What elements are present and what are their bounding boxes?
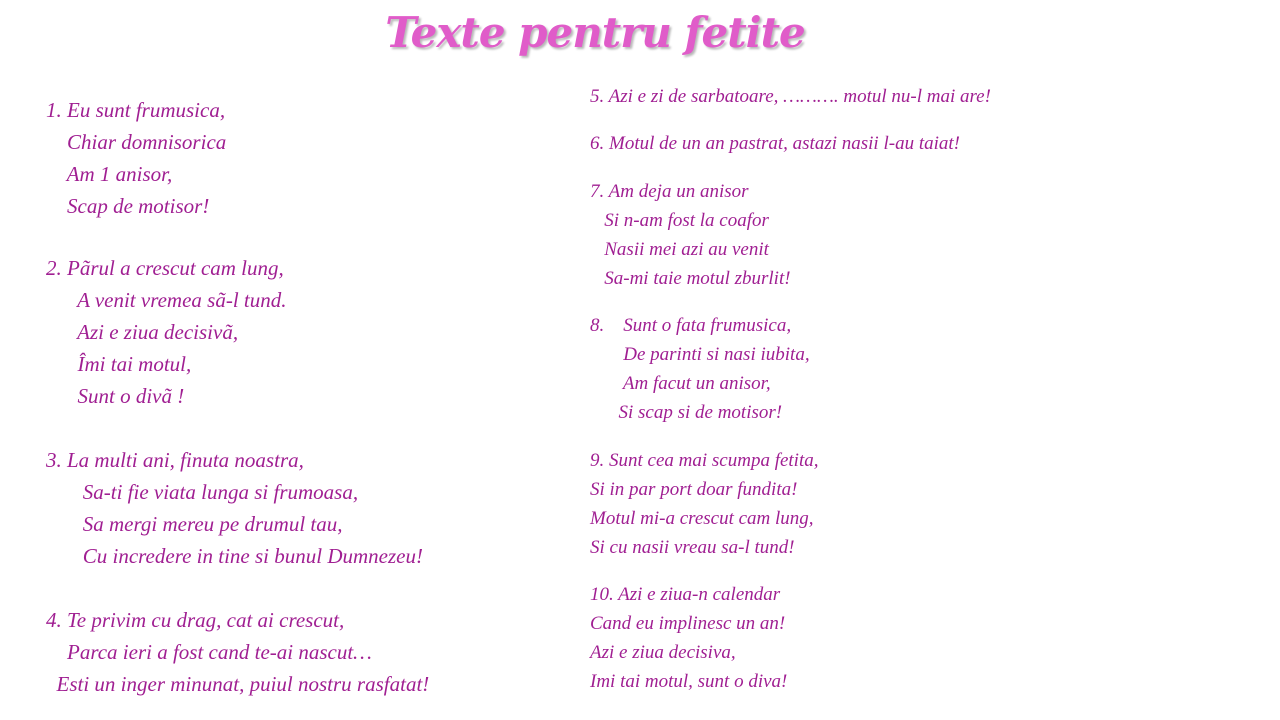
poem-line: 8. Sunt o fata frumusica, — [590, 315, 792, 336]
poem-line: Sa-mi taie motul zburlit! — [590, 268, 791, 289]
poem-line: Scap de motisor! — [46, 194, 210, 218]
poem-line: Am 1 anisor, — [46, 162, 173, 186]
poem-line: Sunt o divã ! — [46, 384, 185, 408]
poem-line: 2. Pãrul a crescut cam lung, — [46, 256, 284, 280]
poem-line: Cu incredere in tine si bunul Dumnezeu! — [46, 544, 423, 568]
poem-line: Cand eu implinesc un an! — [590, 613, 786, 634]
poem-line: Sa-ti fie viata lunga si frumoasa, — [46, 480, 359, 504]
poem-10 — [590, 580, 787, 696]
poem-line: Am facut un anisor, — [590, 373, 771, 394]
poem-line: 3. La multi ani, finuta noastra, — [46, 448, 304, 472]
poem-line: Si scap si de motisor! — [590, 402, 783, 423]
poem-7 — [590, 177, 791, 293]
poem-1 — [46, 94, 226, 222]
poem-6 — [590, 129, 960, 158]
poem-line: Si n-am fost la coafor — [590, 210, 769, 231]
poem-line: 6. Motul de un an pastrat, astazi nasii l-au taiat! — [590, 133, 960, 154]
poem-line: 9. Sunt cea mai scumpa fetita, — [590, 450, 819, 471]
poem-9 — [590, 446, 819, 562]
poem-line: De parinti si nasi iubita, — [590, 344, 810, 365]
page-title: Texte pentru fetite — [385, 8, 805, 57]
poem-8 — [590, 311, 810, 427]
poem-line: 4. Te privim cu drag, cat ai crescut, — [46, 608, 345, 632]
poem-3 — [46, 444, 423, 572]
poem-line: Azi e ziua decisivã, — [46, 320, 239, 344]
poem-line: Si in par port doar fundita! — [590, 479, 798, 500]
poem-line: Motul mi-a crescut cam lung, — [590, 508, 814, 529]
poem-5 — [590, 82, 991, 111]
poem-line: A venit vremea sã-l tund. — [46, 288, 287, 312]
poem-line: Esti un inger minunat, puiul nostru rasfatat! — [46, 672, 430, 696]
poem-line: 1. Eu sunt frumusica, — [46, 98, 226, 122]
poem-line: Sa mergi mereu pe drumul tau, — [46, 512, 343, 536]
poem-line: Nasii mei azi au venit — [590, 239, 769, 260]
poem-4 — [46, 604, 429, 700]
poem-line: Îmi tai motul, — [46, 352, 192, 376]
poem-line: Si cu nasii vreau sa-l tund! — [590, 537, 795, 558]
poem-line: Imi tai motul, sunt o diva! — [590, 671, 788, 692]
poem-2 — [46, 252, 287, 412]
poem-line: Azi e ziua decisiva, — [590, 642, 736, 663]
poem-line: Chiar domnisorica — [46, 130, 227, 154]
poem-line: 5. Azi e zi de sarbatoare, ………. motul nu-l mai are! — [590, 86, 991, 107]
poem-line: 10. Azi e ziua-n calendar — [590, 584, 781, 605]
poem-line: 7. Am deja un anisor — [590, 181, 749, 202]
poem-line: Parca ieri a fost cand te-ai nascut… — [46, 640, 372, 664]
